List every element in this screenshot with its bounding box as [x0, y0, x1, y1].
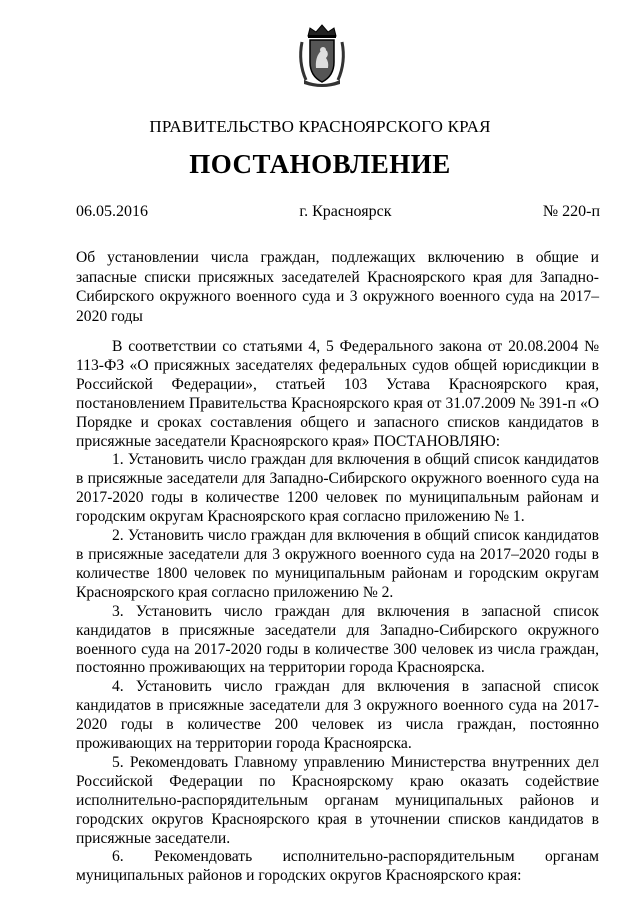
document-subject: Об установлении числа граждан, подлежащих включению в общие и запасные списки присяжных заседателей Красноярского края для Западно-Сибирского окружного военного суда и 3 окружного военного суда на 2017–2020 годы [76, 249, 599, 325]
paragraph-item-2: 2. Установить число граждан для включения в общий список кандидатов в присяжные заседатели для 3 окружного военного суда на 2017–2020 годы в количестве 1800 человек по муниципальным районам и городским округам Красноярского края согласно приложению № 2. [76, 527, 599, 601]
document-number: № 220-п [542, 203, 600, 220]
coat-of-arms-icon [296, 22, 348, 88]
document-body [76, 338, 599, 886]
paragraph-item-6: 6. Рекомендовать исполнительно-распорядительным органам муниципальных районов и городских округов Красноярского края: [76, 848, 599, 885]
document-date: 06.05.2016 [76, 203, 148, 220]
government-name: ПРАВИТЕЛЬСТВО КРАСНОЯРСКОГО КРАЯ [149, 117, 491, 136]
paragraph-item-3: 3. Установить число граждан для включения в запасной список кандидатов в присяжные заседатели для Западно-Сибирского окружного военного суда на 2017-2020 годы в количестве 300 человек из числа граждан, постоянно проживающих на территории города Красноярска. [76, 602, 599, 677]
document-type: ПОСТАНОВЛЕНИЕ [189, 149, 451, 179]
paragraph-preamble: В соответствии со статьями 4, 5 Федерального закона от 20.08.2004 № 113-ФЗ «О присяжных заседателях федеральных судов общей юрисдикции в Российской Федерации», статьей 103 Устава Красноярского края, постановлением Правительства Красноярского края от 31.07.2009 № 391-п «О Порядке и сроках составления общего и запасного списков кандидатов в присяжные заседатели Красноярского края» ПОСТАНОВЛЯЮ: [76, 338, 599, 450]
document-meta [76, 203, 600, 221]
document-city: г. Красноярск [299, 203, 392, 220]
paragraph-item-4: 4. Установить число граждан для включения в запасной список кандидатов в присяжные заседатели для 3 окружного военного суда на 2017-2020 годы в количестве 200 человек из числа граждан, постоянно проживающих на территории города Красноярска. [76, 678, 599, 753]
paragraph-item-5: 5. Рекомендовать Главному управлению Министерства внутренних дел Российской Федерации по Красноярскому краю оказать содействие исполнительно-распорядительным органам муниципальных районов и городских округов Красноярского края в уточнении списков кандидатов в присяжные заседатели. [76, 753, 599, 847]
paragraph-item-1: 1. Установить число граждан для включения в общий список кандидатов в присяжные заседатели для Западно-Сибирского окружного военного суда на 2017-2020 годы в количестве 1200 человек по муниципальным районам и городским округам Красноярского края согласно приложению № 1. [76, 451, 599, 526]
